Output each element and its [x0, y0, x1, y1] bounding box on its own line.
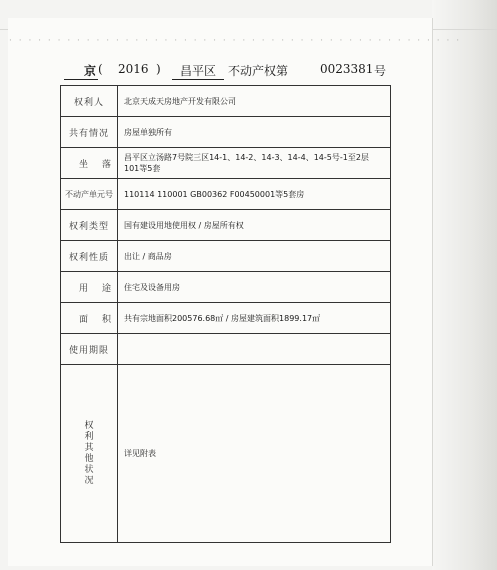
row-term: [61, 334, 391, 365]
certificate-table: [60, 85, 391, 543]
certificate-header: [64, 62, 394, 80]
header-title: 不动产权第: [228, 64, 289, 78]
label-location: 坐落: [61, 148, 118, 179]
value-location: 昌平区立汤路7号院三区14-1、14-2、14-3、14-4、14-5号-1至2层101等5套: [118, 148, 391, 179]
header-district: 昌平区: [172, 62, 224, 80]
header-province: 京: [64, 62, 98, 80]
header-number: 0023381: [320, 62, 374, 76]
value-other-status: 详见附表: [118, 365, 391, 543]
row-other-status: [61, 365, 391, 543]
value-owner: 北京天成天房地产开发有限公司: [118, 86, 391, 117]
label-term: 使用期限: [61, 334, 118, 365]
label-right-nature: 权利性质: [61, 241, 118, 272]
row-unit-number: [61, 179, 391, 210]
row-usage: [61, 272, 391, 303]
header-suffix: 号: [374, 64, 387, 78]
header-paren-open: (: [98, 62, 103, 76]
label-other-status: 权利其他状况: [84, 420, 94, 486]
row-location: [61, 148, 391, 179]
row-area: [61, 303, 391, 334]
header-year: 2016: [118, 62, 149, 76]
label-co-ownership: 共有情况: [61, 117, 118, 148]
label-other-status-cell: [61, 365, 118, 543]
value-area: 共有宗地面积200576.68㎡ / 房屋建筑面积1899.17㎡: [118, 303, 391, 334]
value-usage: 住宅及设备用房: [118, 272, 391, 303]
header-paren-close: ): [156, 62, 161, 76]
row-right-type: [61, 210, 391, 241]
row-right-nature: [61, 241, 391, 272]
label-owner: 权利人: [61, 86, 118, 117]
label-unit-number: 不动产单元号: [61, 179, 118, 210]
label-usage: 用途: [61, 272, 118, 303]
scan-dots: · · · · · · · · · · · · · · · · · · · · · · · · · · · · · · · · · · · · · · · · · · · · · · ·: [9, 36, 462, 46]
value-right-type: 国有建设用地使用权 / 房屋所有权: [118, 210, 391, 241]
value-right-nature: 出让 / 商品房: [118, 241, 391, 272]
label-right-type: 权利类型: [61, 210, 118, 241]
value-co-ownership: 房屋单独所有: [118, 117, 391, 148]
row-owner: [61, 86, 391, 117]
scan-shadow: [432, 0, 497, 570]
value-term: [118, 334, 391, 365]
row-co-ownership: [61, 117, 391, 148]
label-area: 面积: [61, 303, 118, 334]
value-unit-number: 110114 110001 GB00362 F00450001等5套房: [118, 179, 391, 210]
